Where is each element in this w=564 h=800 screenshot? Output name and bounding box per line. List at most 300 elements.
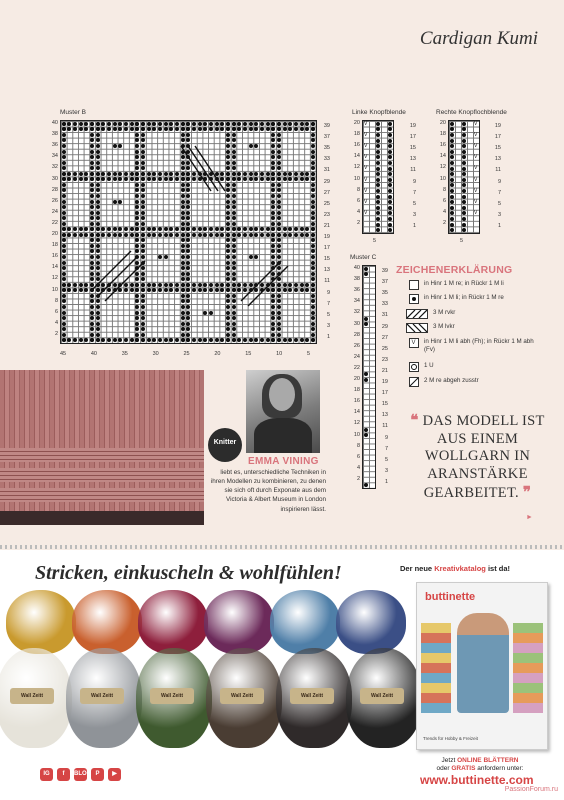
- catalog-url-link[interactable]: www.buttinette.com: [420, 773, 534, 787]
- purl-dot: [388, 211, 392, 215]
- row-number: 13: [409, 156, 416, 163]
- slip-stitch-mark: V: [474, 131, 478, 138]
- row-number: 27: [381, 334, 388, 341]
- row-number: 15: [381, 401, 388, 408]
- row-number: 17: [494, 134, 501, 141]
- row-number: 14: [353, 409, 360, 416]
- author-face: [269, 378, 295, 411]
- yarn-ball: [66, 648, 142, 748]
- row-number: 25: [323, 200, 330, 207]
- yarn-label: Wall Zeitt: [150, 688, 194, 704]
- row-number: 16: [353, 398, 360, 405]
- row-number: 28: [51, 186, 58, 193]
- purl-dot: [450, 189, 454, 193]
- row-number: 36: [353, 287, 360, 294]
- row-number: 2: [54, 330, 58, 337]
- purl-dot: [462, 122, 466, 126]
- rechte-row-numbers-left: [436, 121, 446, 233]
- legend-item-empty: in Hinr 1 M re; in Rückr 1 M li: [409, 280, 504, 290]
- rib-band: [0, 448, 204, 462]
- yarn-ball: [346, 648, 422, 748]
- row-number: 10: [353, 175, 360, 182]
- purl-dot: [376, 195, 380, 199]
- purl-dot: [388, 228, 392, 232]
- row-number: 23: [323, 211, 330, 218]
- ad-headline: Stricken, einkuscheln & wohlfühlen!: [35, 562, 342, 584]
- purl-dot: [376, 167, 380, 171]
- row-number: 8: [356, 186, 360, 193]
- cable-line: [241, 261, 281, 301]
- legend-slash-icon: [409, 377, 419, 387]
- row-number: 31: [381, 312, 388, 319]
- purl-dot: [462, 211, 466, 215]
- cable-line: [188, 146, 218, 191]
- catalog-title: buttinette: [425, 591, 476, 603]
- purl-dot: [388, 144, 392, 148]
- row-number: 10: [439, 175, 446, 182]
- yarn-ball: [204, 590, 274, 654]
- yarn-ball: [276, 648, 352, 748]
- slip-stitch-mark: V: [364, 210, 368, 217]
- yarn-ball: [6, 590, 76, 654]
- pull-quote: [410, 412, 545, 502]
- row-number: 4: [356, 464, 360, 471]
- row-number: 22: [353, 364, 360, 371]
- row-number: 29: [381, 323, 388, 330]
- row-number: 32: [353, 309, 360, 316]
- slip-stitch-mark: V: [474, 154, 478, 161]
- purl-dot: [388, 155, 392, 159]
- muster-b-row-numbers-left: [48, 121, 58, 343]
- row-number: 1: [412, 222, 416, 229]
- row-number: 37: [381, 279, 388, 286]
- purl-dot: [462, 161, 466, 165]
- muster-b-label: Muster B: [60, 109, 87, 116]
- cable-line: [248, 266, 288, 306]
- row-number: 35: [381, 290, 388, 297]
- row-number: 16: [51, 253, 58, 260]
- column-number: 10: [276, 351, 283, 357]
- purl-dot: [388, 127, 392, 131]
- yarn-ball: [138, 590, 208, 654]
- row-number: 8: [442, 186, 446, 193]
- purl-dot: [462, 217, 466, 221]
- purl-dot: [388, 172, 392, 176]
- slip-stitch-mark: V: [364, 142, 368, 149]
- quote-close-icon: ❞: [522, 484, 532, 501]
- row-number: 32: [51, 164, 58, 171]
- row-number: 21: [323, 222, 330, 229]
- cable-line: [91, 251, 131, 291]
- row-number: 9: [326, 289, 330, 296]
- catalog-shelf-left: [421, 623, 451, 713]
- purl-dot: [450, 195, 454, 199]
- row-number: 9: [497, 178, 501, 185]
- row-number: 11: [324, 278, 330, 285]
- purl-dot: [376, 200, 380, 204]
- purl-dot: [450, 161, 454, 165]
- section-divider: [0, 545, 564, 549]
- row-number: 19: [381, 379, 388, 385]
- purl-dot: [450, 172, 454, 176]
- catalog-shelf-right: [513, 623, 543, 713]
- purl-dot: [462, 206, 466, 210]
- row-number: 33: [323, 156, 330, 163]
- muster-c-row-numbers-left: [350, 266, 360, 488]
- row-number: 2: [442, 219, 446, 226]
- page-title: Cardigan Kumi: [419, 28, 538, 49]
- row-number: 11: [382, 423, 388, 430]
- purl-dot: [376, 122, 380, 126]
- yarn-ball: [336, 590, 406, 654]
- purl-dot: [462, 228, 466, 232]
- purl-dot: [388, 161, 392, 165]
- column-number: 20: [214, 351, 221, 357]
- purl-dot: [364, 267, 368, 271]
- purl-dot: [388, 122, 392, 126]
- purl-dot: [376, 161, 380, 165]
- purl-dot: [364, 317, 368, 321]
- slip-stitch-mark: V: [474, 198, 478, 205]
- purl-dot: [376, 183, 380, 187]
- purl-dot: [450, 144, 454, 148]
- row-number: 36: [51, 142, 58, 149]
- slip-stitch-mark: V: [364, 198, 368, 205]
- row-number: 30: [353, 320, 360, 327]
- purl-dot: [364, 433, 368, 437]
- column-number: 15: [245, 351, 252, 357]
- linke-column-number: 5: [373, 238, 377, 244]
- row-number: 11: [410, 167, 416, 174]
- row-number: 35: [323, 145, 330, 152]
- row-number: 6: [356, 197, 360, 204]
- purl-dot: [462, 150, 466, 154]
- row-number: 20: [353, 376, 360, 382]
- author-body: [254, 418, 312, 453]
- row-number: 27: [323, 189, 330, 196]
- row-number: 38: [51, 131, 58, 138]
- row-number: 2: [356, 219, 360, 226]
- watermark: PassionForum.ru: [504, 786, 558, 793]
- row-number: 7: [384, 445, 388, 452]
- knitter-badge: Knitter: [208, 428, 242, 462]
- yarn-ball: [72, 590, 142, 654]
- purl-dot: [450, 211, 454, 215]
- row-number: 5: [412, 200, 416, 207]
- author-name: EMMA VINING: [248, 456, 319, 467]
- row-number: 8: [54, 297, 58, 304]
- catalog-model: [457, 613, 509, 713]
- row-number: 10: [51, 286, 58, 293]
- purl-dot: [450, 228, 454, 232]
- muster-c-row-numbers-right: [378, 269, 388, 491]
- slip-stitch-mark: V: [364, 120, 368, 127]
- purl-dot: [376, 139, 380, 143]
- slip-stitch-mark: V: [474, 120, 478, 127]
- purl-dot: [364, 322, 368, 326]
- row-number: 28: [353, 331, 360, 338]
- catalog-cover[interactable]: [416, 582, 548, 750]
- row-number: 20: [51, 231, 58, 237]
- purl-dot: [388, 178, 392, 182]
- slip-stitch-mark: V: [474, 142, 478, 149]
- purl-dot: [388, 150, 392, 154]
- row-number: 15: [494, 145, 501, 152]
- column-number: 30: [152, 351, 159, 357]
- rib-band: [0, 468, 204, 482]
- purl-dot: [462, 144, 466, 148]
- catalog-header: Der neue Kreativkatalog ist da!: [400, 564, 511, 573]
- legend-left-cross-icon: [406, 323, 428, 333]
- row-number: 20: [439, 120, 446, 126]
- purl-dot: [450, 127, 454, 131]
- rechte-row-numbers-right: [491, 124, 501, 236]
- purl-dot: [450, 183, 454, 187]
- row-number: 12: [353, 420, 360, 427]
- row-number: 7: [497, 189, 501, 196]
- slip-stitch-mark: V: [364, 187, 368, 194]
- column-number: 40: [90, 351, 97, 357]
- catalog-footer-text: Trends für Hobby & Freizeit: [423, 736, 478, 741]
- muster-c-label: Muster C: [350, 254, 377, 261]
- purl-dot: [450, 155, 454, 159]
- row-number: 16: [439, 142, 446, 149]
- legend-item-dot: in Hinr 1 M li; in Rückr 1 M re: [409, 294, 504, 304]
- row-number: 19: [494, 123, 501, 129]
- purl-dot: [376, 155, 380, 159]
- purl-dot: [376, 127, 380, 131]
- row-number: 17: [323, 245, 330, 252]
- knit-sample-photo: [0, 370, 204, 525]
- slip-stitch-mark: V: [474, 165, 478, 172]
- row-number: 13: [494, 156, 501, 163]
- yarn-ball: [206, 648, 282, 748]
- purl-dot: [388, 189, 392, 193]
- row-number: 24: [51, 208, 58, 215]
- cable-lines: [61, 121, 316, 343]
- purl-dot: [364, 483, 368, 487]
- youtube-icon[interactable]: ▶: [108, 768, 121, 781]
- pinterest-icon[interactable]: P: [91, 768, 104, 781]
- row-number: 29: [323, 178, 330, 185]
- slip-stitch-mark: V: [474, 210, 478, 217]
- row-number: 18: [353, 131, 360, 138]
- column-number: 45: [60, 351, 67, 357]
- author-bio: liebt es, unterschiedliche Techniken in ihren Modellen zu kombinieren, zu denen sie sich oft durch Exponate aus dem Victoria & Albert Museum in London inspirieren lässt.: [210, 469, 326, 513]
- quote-text: DAS MODELL IST AUS EINEM WOLLGARN IN ARANSTÄRKE GEARBEITET.: [422, 413, 545, 501]
- purl-dot: [450, 206, 454, 210]
- purl-dot: [450, 178, 454, 182]
- legend-item-slash: 2 M re abgeh zusstr: [409, 377, 479, 387]
- row-number: 13: [323, 267, 330, 274]
- yarn-ball: [270, 590, 340, 654]
- row-number: 14: [51, 264, 58, 271]
- column-number: 35: [121, 351, 128, 357]
- purl-dot: [388, 206, 392, 210]
- row-number: 10: [353, 431, 360, 438]
- row-number: 40: [353, 265, 360, 271]
- purl-dot: [388, 195, 392, 199]
- purl-dot: [364, 272, 368, 276]
- legend-item-lvkr: 3 M lvkr: [406, 323, 455, 333]
- rechte-column-number: 5: [460, 238, 464, 244]
- purl-dot: [462, 172, 466, 176]
- purl-dot: [376, 150, 380, 154]
- purl-dot: [388, 139, 392, 143]
- purl-dot: [462, 183, 466, 187]
- purl-dot: [450, 133, 454, 137]
- linke-knopfblende-chart: [362, 120, 394, 234]
- row-number: 7: [326, 300, 330, 307]
- legend-item-v: V in Hinr 1 M li abh (Fh); in Rückr 1 M abh (Fv): [409, 338, 544, 355]
- purl-dot: [364, 372, 368, 376]
- row-number: 6: [442, 197, 446, 204]
- legend-item-rvkr: 3 M rvkr: [406, 309, 455, 319]
- row-number: 38: [353, 276, 360, 283]
- row-number: 20: [353, 120, 360, 126]
- social-media-bar: [36, 765, 152, 783]
- legend-dot-icon: [409, 294, 419, 304]
- rib-band: [0, 488, 204, 502]
- yarn-label: Wall Zeitt: [10, 688, 54, 704]
- row-number: 24: [353, 353, 360, 360]
- blog-icon[interactable]: BLOG: [74, 768, 87, 781]
- purl-dot: [388, 133, 392, 137]
- purl-dot: [450, 167, 454, 171]
- fabric-shadow: [0, 511, 204, 525]
- row-number: 9: [412, 178, 416, 185]
- row-number: 5: [497, 200, 501, 207]
- purl-dot: [450, 223, 454, 227]
- purl-dot: [376, 189, 380, 193]
- next-arrow-icon[interactable]: ►: [526, 514, 533, 521]
- row-number: 33: [381, 301, 388, 308]
- purl-dot: [388, 217, 392, 221]
- purl-dot: [376, 211, 380, 215]
- row-number: 16: [353, 142, 360, 149]
- row-number: 14: [439, 153, 446, 160]
- row-number: 34: [353, 298, 360, 305]
- row-number: 3: [384, 467, 388, 474]
- purl-dot: [462, 127, 466, 131]
- row-number: 26: [353, 342, 360, 349]
- purl-dot: [376, 144, 380, 148]
- muster-c-chart: [362, 265, 376, 489]
- legend-item-u: 1 U: [409, 362, 434, 372]
- row-number: 23: [381, 356, 388, 363]
- purl-dot: [376, 172, 380, 176]
- facebook-icon[interactable]: f: [57, 768, 70, 781]
- muster-b-row-numbers-right: [320, 124, 330, 346]
- purl-dot: [450, 122, 454, 126]
- purl-dot: [462, 133, 466, 137]
- row-number: 12: [353, 164, 360, 171]
- row-number: 19: [323, 234, 330, 240]
- legend-title: ZEICHENERKLÄRUNG: [396, 264, 513, 276]
- author-photo: [246, 370, 320, 453]
- row-number: 15: [409, 145, 416, 152]
- row-number: 6: [54, 308, 58, 315]
- row-number: 18: [51, 242, 58, 249]
- legend-v-icon: V: [409, 338, 419, 348]
- row-number: 22: [51, 219, 58, 226]
- row-number: 19: [409, 123, 416, 129]
- row-number: 18: [353, 387, 360, 394]
- legend-right-cross-icon: [406, 309, 428, 319]
- row-number: 40: [51, 120, 58, 126]
- row-number: 14: [353, 153, 360, 160]
- cable-line: [195, 146, 225, 191]
- slip-stitch-mark: V: [364, 131, 368, 138]
- muster-b-column-numbers: [60, 351, 315, 359]
- purl-dot: [462, 155, 466, 159]
- row-number: 17: [409, 134, 416, 141]
- cable-line: [105, 261, 145, 301]
- purl-dot: [376, 228, 380, 232]
- purl-dot: [450, 150, 454, 154]
- row-number: 1: [384, 478, 388, 485]
- row-number: 18: [439, 131, 446, 138]
- yarn-label: Wall Zeitt: [360, 688, 404, 704]
- legend-circle-icon: [409, 362, 419, 372]
- row-number: 12: [439, 164, 446, 171]
- purl-dot: [462, 139, 466, 143]
- row-number: 4: [442, 208, 446, 215]
- row-number: 37: [323, 134, 330, 141]
- slip-stitch-mark: V: [364, 176, 368, 183]
- muster-b-chart: [60, 120, 317, 344]
- row-number: 17: [381, 390, 388, 397]
- slip-stitch-mark: V: [474, 176, 478, 183]
- row-number: 31: [323, 167, 330, 174]
- row-number: 5: [384, 456, 388, 463]
- row-number: 25: [381, 345, 388, 352]
- purl-dot: [462, 200, 466, 204]
- row-number: 34: [51, 153, 58, 160]
- yarn-label: Wall Zeitt: [290, 688, 334, 704]
- purl-dot: [376, 217, 380, 221]
- slip-stitch-mark: V: [474, 187, 478, 194]
- column-number: 5: [307, 351, 311, 357]
- yarn-ball: [136, 648, 212, 748]
- row-number: 5: [326, 311, 330, 318]
- linke-knopfblende-label: Linke Knopfblende: [352, 109, 406, 116]
- purl-dot: [388, 223, 392, 227]
- column-number: 25: [183, 351, 190, 357]
- row-number: 13: [381, 412, 388, 419]
- purl-dot: [462, 189, 466, 193]
- purl-dot: [364, 378, 368, 382]
- row-number: 6: [356, 453, 360, 460]
- slip-stitch-mark: V: [364, 154, 368, 161]
- linke-row-numbers-left: [350, 121, 360, 233]
- row-number: 39: [323, 123, 330, 129]
- instagram-icon[interactable]: IG: [40, 768, 53, 781]
- cable-line: [181, 146, 211, 191]
- purl-dot: [462, 178, 466, 182]
- row-number: 2: [356, 475, 360, 482]
- rechte-knopflochblende-chart: [448, 120, 480, 234]
- yarn-label: Wall Zeitt: [220, 688, 264, 704]
- yarn-label: Wall Zeitt: [80, 688, 124, 704]
- purl-dot: [462, 223, 466, 227]
- row-number: 3: [326, 322, 330, 329]
- row-number: 3: [412, 211, 416, 218]
- purl-dot: [376, 223, 380, 227]
- yarn-ball: [0, 648, 72, 748]
- row-number: 1: [326, 333, 330, 340]
- row-number: 4: [356, 208, 360, 215]
